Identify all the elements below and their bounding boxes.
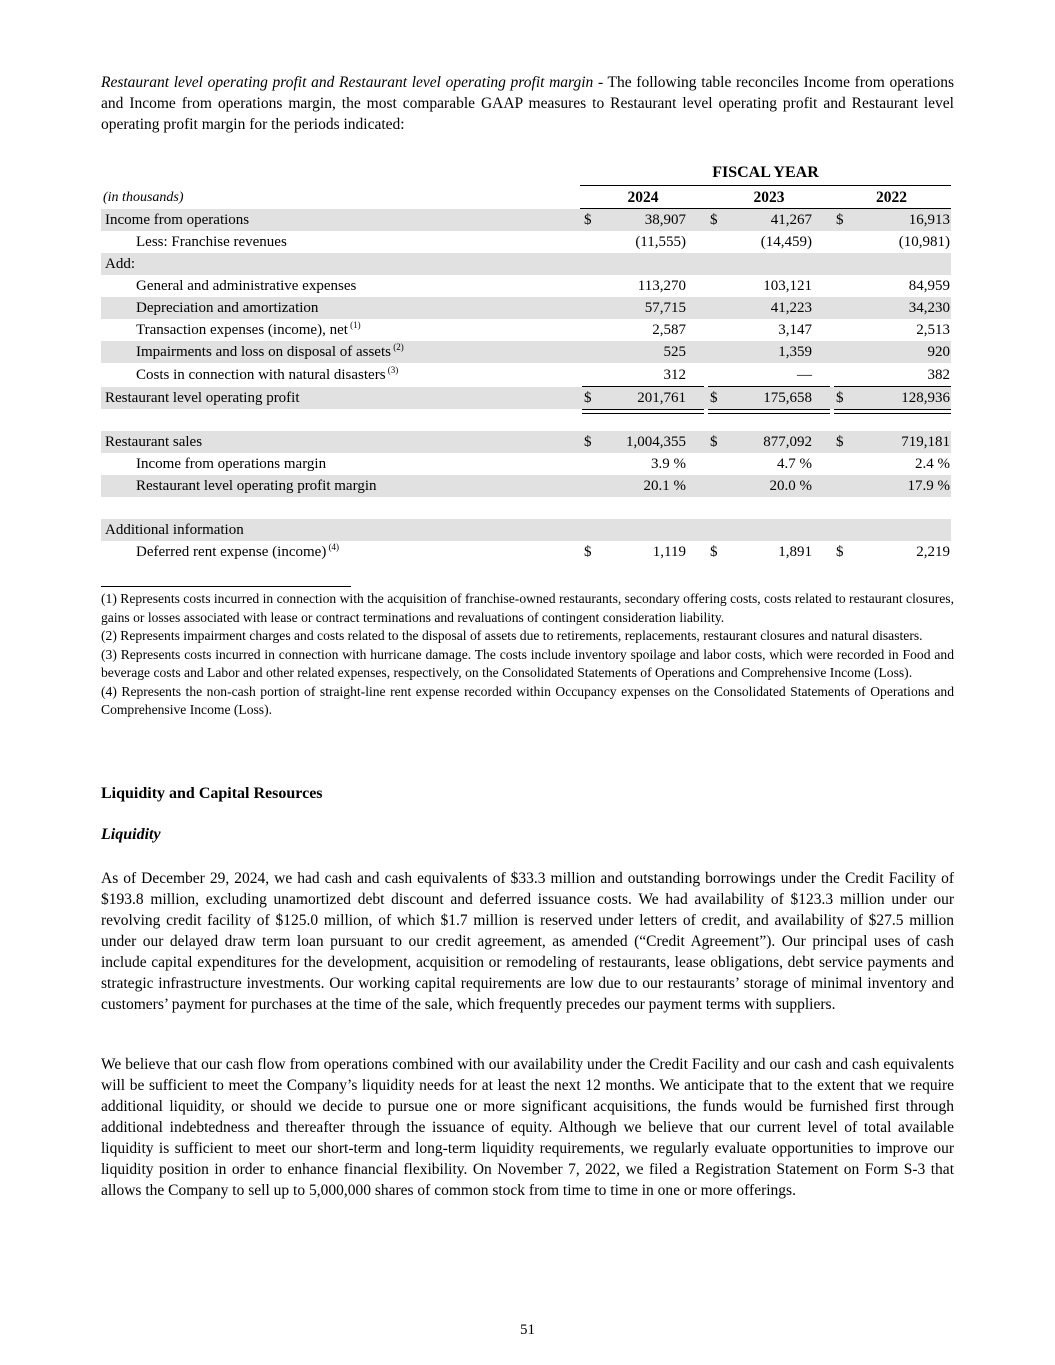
row-label: Add: bbox=[105, 256, 135, 272]
total-double-rule bbox=[834, 409, 951, 414]
row-label: Restaurant level operating profit bbox=[105, 390, 300, 406]
value-cell: 20.1 % bbox=[643, 478, 686, 494]
value-cell: 103,121 bbox=[763, 278, 812, 294]
row-label-wrap bbox=[136, 341, 404, 363]
paragraph-text: As of December 29, 2024, we had cash and cash equivalents of $33.3 million and outstanding borrowings under the Credit Facility of $193.8 million, excluding unamortized debt discount and deferred issuance costs. We had availability of $123.3 million under our revolving credit facility of $125.0 million, of which $1.7 million is reserved under letters of credit, and availability of $27.5 million under our delayed draw term loan pursuant to our credit agreement, as amended (“Credit Agreement”). Our principal uses of cash include capital expenditures for the development, acquisition or remodeling of restaurants, lease obligations, debt service payments and strategic infrastructure investments. Our working capital requirements are low due to our restaurants’ storage of minimal inventory and customers’ payment for purchases at the time of the sale, which frequently precedes our payment terms with suppliers. bbox=[101, 870, 954, 1013]
table-row bbox=[101, 275, 951, 297]
table-row bbox=[101, 209, 951, 231]
value-cell: 113,270 bbox=[637, 278, 686, 294]
currency-symbol: $ bbox=[710, 544, 718, 560]
footnote-ref: (2) bbox=[390, 342, 404, 352]
footnotes bbox=[101, 590, 954, 720]
currency-symbol: $ bbox=[584, 212, 592, 228]
value-cell: 312 bbox=[663, 367, 686, 383]
footnote-divider bbox=[101, 586, 351, 587]
row-label: Costs in connection with natural disasters bbox=[136, 367, 386, 383]
value-cell: 382 bbox=[927, 367, 950, 383]
row-label: Restaurant level operating profit margin bbox=[136, 478, 377, 494]
intro-lead: Restaurant level operating profit and Restaurant level operating profit margin bbox=[101, 74, 594, 91]
currency-symbol: $ bbox=[836, 434, 844, 450]
page-number: 51 bbox=[520, 1322, 535, 1338]
intro-text: - The following table reconciles Income from operations and Income from operations margin, the most comparable GAAP measures to Restaurant level operating profit and Restaurant level operating profit margin for the periods indicated: bbox=[101, 74, 955, 133]
currency-symbol: $ bbox=[584, 544, 592, 560]
unit-label: (in thousands) bbox=[103, 190, 184, 205]
value-cell: 84,959 bbox=[908, 278, 950, 294]
footnote: (2) Represents impairment charges and costs related to the disposal of assets due to retirements, replacements, restaurant closures and natural disasters. bbox=[101, 628, 923, 643]
table-row bbox=[101, 364, 951, 386]
section-title: Liquidity and Capital Resources bbox=[101, 785, 323, 802]
value-cell: 3.9 % bbox=[651, 456, 686, 472]
total-double-rule bbox=[582, 409, 704, 414]
value-cell: 2.4 % bbox=[915, 456, 950, 472]
value-cell: 877,092 bbox=[763, 434, 812, 450]
year-header: 2023 bbox=[706, 187, 832, 209]
row-label: Depreciation and amortization bbox=[136, 300, 319, 316]
value-cell: 1,359 bbox=[778, 344, 812, 360]
row-label-wrap bbox=[136, 541, 339, 563]
footnote-ref: (4) bbox=[326, 542, 340, 552]
subsection-title: Liquidity bbox=[101, 826, 161, 843]
value-cell: 175,658 bbox=[763, 390, 812, 406]
row-label: Income from operations margin bbox=[136, 456, 327, 472]
row-label: Income from operations bbox=[105, 212, 250, 228]
footnote: (4) Represents the non-cash portion of straight-line rent expense recorded within Occupancy expenses on the Consolidated Statements of Operations and Comprehensive Income (Loss). bbox=[101, 683, 954, 717]
table-row bbox=[101, 475, 951, 497]
value-cell: 17.9 % bbox=[907, 478, 950, 494]
body-paragraph bbox=[101, 868, 954, 1015]
body-paragraph bbox=[101, 1054, 954, 1201]
currency-symbol: $ bbox=[836, 212, 844, 228]
value-cell: 2,513 bbox=[916, 322, 950, 338]
currency-symbol: $ bbox=[584, 390, 592, 406]
value-cell: 128,936 bbox=[901, 390, 950, 406]
row-label: Restaurant sales bbox=[105, 434, 203, 450]
table-row bbox=[101, 231, 951, 253]
row-label-wrap bbox=[136, 319, 361, 341]
subtotal-rule bbox=[834, 386, 951, 387]
value-cell: 1,004,355 bbox=[626, 434, 686, 450]
footnote: (1) Represents costs incurred in connection with the acquisition of franchise-owned restaurants, secondary offering costs, costs related to restaurant closures, gains or losses associated with lease or contract terminations and revaluations of contingent consideration liability. bbox=[101, 591, 954, 625]
row-label: Impairments and loss on disposal of assets bbox=[136, 344, 391, 360]
row-label: General and administrative expenses bbox=[136, 278, 357, 294]
currency-symbol: $ bbox=[584, 434, 592, 450]
table-row bbox=[101, 297, 951, 319]
value-cell: 2,219 bbox=[916, 544, 950, 560]
currency-symbol: $ bbox=[836, 390, 844, 406]
value-cell: — bbox=[797, 367, 812, 383]
value-cell: 38,907 bbox=[644, 212, 686, 228]
year-header: 2024 bbox=[580, 187, 706, 209]
table-row bbox=[101, 431, 951, 453]
row-label: Transaction expenses (income), net bbox=[136, 322, 348, 338]
value-cell: 1,891 bbox=[778, 544, 812, 560]
table-row bbox=[101, 319, 951, 341]
value-cell: 34,230 bbox=[908, 300, 950, 316]
table-row bbox=[101, 341, 951, 363]
currency-symbol: $ bbox=[710, 390, 718, 406]
table-header-row bbox=[101, 187, 954, 209]
year-header: 2022 bbox=[832, 187, 951, 209]
currency-symbol: $ bbox=[710, 212, 718, 228]
subtotal-rule bbox=[708, 386, 830, 387]
table-row bbox=[101, 541, 951, 563]
row-label: Additional information bbox=[105, 522, 244, 538]
value-cell: (10,981) bbox=[898, 234, 950, 250]
intro-paragraph bbox=[101, 72, 954, 135]
value-cell: (11,555) bbox=[635, 234, 686, 250]
subtotal-rule bbox=[582, 386, 704, 387]
value-cell: 20.0 % bbox=[769, 478, 812, 494]
row-label-wrap bbox=[136, 364, 398, 386]
footnote: (3) Represents costs incurred in connection with hurricane damage. The costs include inventory spoilage and labor costs, which were recorded in Food and beverage costs and Labor and other related expenses, respectively, on the Consolidated Statements of Operations and Comprehensive Income (Loss). bbox=[101, 646, 954, 680]
value-cell: 4.7 % bbox=[777, 456, 812, 472]
value-cell: 2,587 bbox=[652, 322, 686, 338]
value-cell: 57,715 bbox=[644, 300, 686, 316]
value-cell: (14,459) bbox=[760, 234, 812, 250]
value-cell: 201,761 bbox=[637, 390, 686, 406]
currency-symbol: $ bbox=[710, 434, 718, 450]
currency-symbol: $ bbox=[836, 544, 844, 560]
row-label: Less: Franchise revenues bbox=[136, 234, 287, 250]
value-cell: 41,267 bbox=[770, 212, 812, 228]
value-cell: 1,119 bbox=[652, 544, 686, 560]
value-cell: 16,913 bbox=[908, 212, 950, 228]
total-double-rule bbox=[708, 409, 830, 414]
value-cell: 920 bbox=[927, 344, 950, 360]
row-label: Deferred rent expense (income) bbox=[136, 544, 327, 560]
footnote-ref: (3) bbox=[385, 365, 399, 375]
paragraph-text: We believe that our cash flow from operations combined with our availability under the Credit Facility and our cash and cash equivalents will be sufficient to meet the Company’s liquidity needs for at least the next 12 months. We anticipate that to the extent that we require additional liquidity, or should we decide to pursue one or more significant acquisitions, the funds would be furnished first through additional indebtedness and thereafter through the issuance of equity. Although we believe that our current level of total available liquidity is sufficient to meet our short-term and long-term liquidity requirements, we regularly evaluate opportunities to improve our liquidity position in order to enhance financial flexibility. On November 7, 2022, we filed a Registration Statement on Form S-3 that allows the Company to sell up to 5,000,000 shares of common stock from time to time in one or more offerings. bbox=[101, 1056, 954, 1199]
table-row bbox=[101, 387, 951, 409]
value-cell: 525 bbox=[663, 344, 686, 360]
table-row bbox=[101, 253, 951, 275]
value-cell: 3,147 bbox=[778, 322, 812, 338]
table-row bbox=[101, 519, 951, 541]
fiscal-year-header: FISCAL YEAR bbox=[580, 160, 951, 186]
value-cell: 719,181 bbox=[901, 434, 950, 450]
footnote-ref: (1) bbox=[347, 320, 361, 330]
value-cell: 41,223 bbox=[770, 300, 812, 316]
table-row bbox=[101, 453, 951, 475]
